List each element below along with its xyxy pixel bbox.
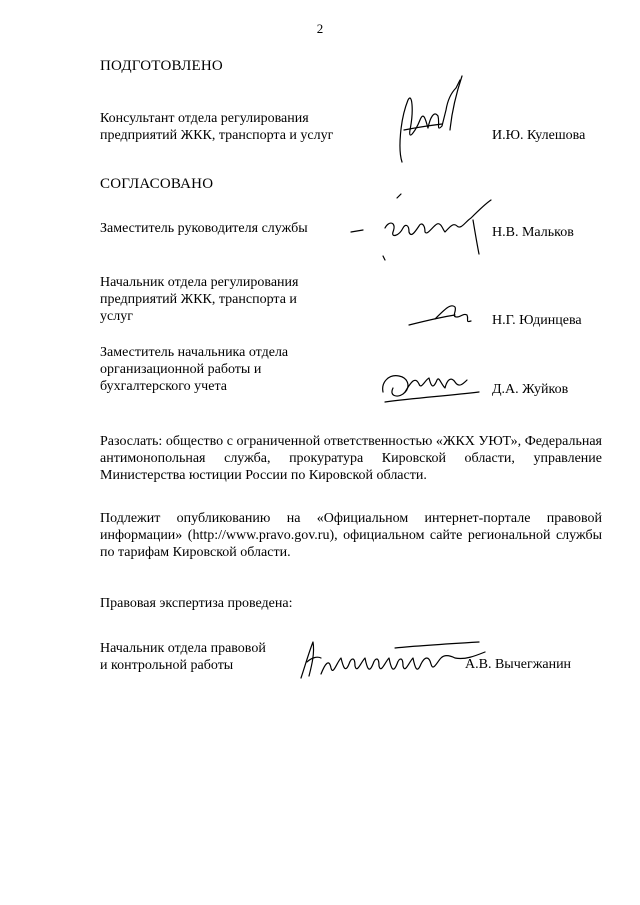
prepared-signer-name: И.Ю. Кулешова: [492, 128, 586, 143]
distribution-paragraph: [100, 433, 602, 484]
legal-review-statement: Правовая экспертиза проведена:: [100, 596, 293, 611]
approved-signer-3-signature: [375, 362, 485, 407]
approved-signer-3-role: [100, 344, 345, 395]
role-line: услуг: [100, 309, 133, 324]
page-number: 2: [316, 21, 324, 36]
role-line: предприятий ЖКК, транспорта и услуг: [100, 128, 334, 143]
role-line: организационной работы и: [100, 362, 262, 377]
role-line: бухгалтерского учета: [100, 379, 227, 394]
approved-signer-1-name: Н.В. Мальков: [492, 225, 574, 240]
distribution-text: Разослать: общество с ограниченной ответственностью «ЖКХ УЮТ», Федеральная антимонопольная служба, прокуратура Кировской области, управление Министерства юстиции России по Кировской области.: [100, 434, 602, 483]
role-line: Начальник отдела правовой: [100, 641, 266, 656]
prepared-heading: ПОДГОТОВЛЕНО: [100, 58, 223, 74]
approved-signer-1-signature: [345, 192, 505, 262]
approved-signer-2-name: Н.Г. Юдинцева: [492, 313, 582, 328]
approved-signer-1-role: [100, 220, 360, 237]
role-line: Начальник отдела регулирования: [100, 275, 299, 290]
approved-signer-2-signature: [405, 295, 485, 335]
role-line: Консультант отдела регулирования: [100, 111, 309, 126]
approved-signer-2-role: [100, 274, 345, 325]
publication-paragraph: [100, 510, 602, 561]
role-line: предприятий ЖКК, транспорта и: [100, 292, 297, 307]
role-line: и контрольной работы: [100, 658, 234, 673]
approved-heading: СОГЛАСОВАНО: [100, 176, 214, 192]
prepared-signer-role: [100, 110, 370, 144]
approved-signer-3-name: Д.А. Жуйков: [492, 382, 569, 397]
role-line: Заместитель руководителя службы: [100, 221, 308, 236]
legal-review-signer-name: А.В. Вычегжанин: [465, 657, 572, 672]
publication-text: Подлежит опубликованию на «Официальном интернет-портале правовой информации» (http://www.pravo.gov.ru), официальном сайте региональной службы по тарифам Кировской области.: [100, 511, 602, 560]
legal-review-signer-role: [100, 640, 320, 674]
role-line: Заместитель начальника отдела: [100, 345, 289, 360]
prepared-signature: [390, 70, 470, 170]
